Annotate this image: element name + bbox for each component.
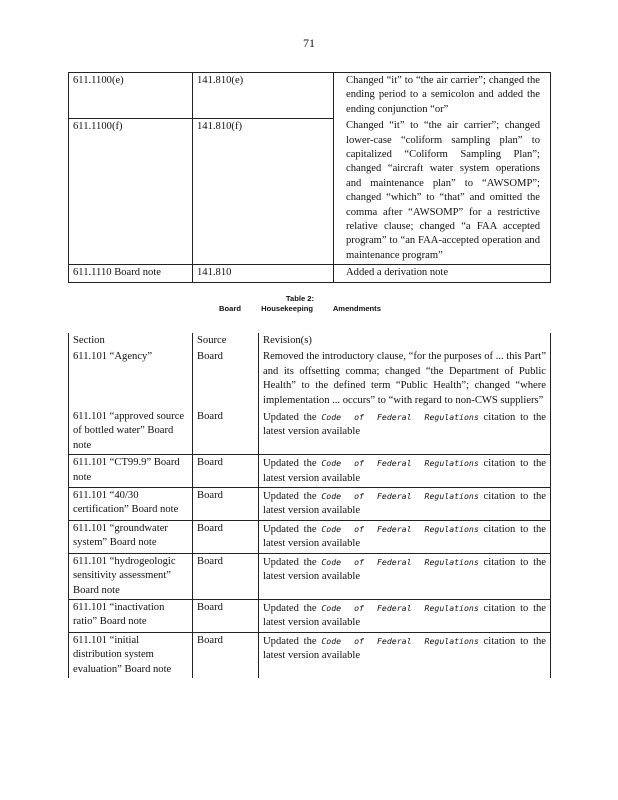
revision-cell	[259, 553, 551, 599]
section-cell: 611.1110 Board note	[69, 265, 193, 282]
cfr-title: Code of Federal Regulations	[321, 412, 479, 423]
section-cell: 611.101 “40/30 certification” Board note	[69, 488, 193, 521]
revision-cell	[259, 632, 551, 678]
table-row	[69, 455, 551, 488]
revision-post: citation to the latest version available	[263, 635, 547, 662]
revision-pre: Updated the	[263, 602, 317, 614]
revision-pre: Updated the	[263, 491, 317, 503]
section-cell: 611.101 “initial distribution system evaluation” Board note	[69, 632, 193, 678]
cfr-title: Code of Federal Regulations	[321, 602, 479, 613]
caption-subtitle: Board Housekeeping Amendments	[219, 304, 381, 313]
revision-text: Changed “it” to “the air carrier”; changed the ending period to a semicolon and added the ending conjunction “or”	[346, 75, 540, 115]
revision-cell	[334, 73, 551, 119]
revision-post: citation to the latest version available	[263, 491, 547, 517]
table-row	[69, 73, 551, 119]
source-cell: Board	[193, 455, 259, 488]
header-source: Source	[193, 333, 259, 349]
section-cell: 611.101 “Agency”	[69, 349, 193, 409]
revision-cell: Added a derivation note	[334, 265, 551, 282]
revision-pre: Updated the	[263, 458, 317, 470]
derivation-table-continued	[68, 72, 551, 283]
table-row	[69, 349, 551, 409]
revision-pre: Updated the	[263, 635, 317, 647]
table-row	[69, 520, 551, 553]
section-cell: 611.101 “groundwater system” Board note	[69, 520, 193, 553]
header-revision: Revision(s)	[259, 333, 551, 349]
table-row	[69, 599, 551, 632]
revision-cell	[334, 118, 551, 265]
section-cell: 611.101 “CT99.9” Board note	[69, 455, 193, 488]
housekeeping-amendments-table	[68, 333, 551, 678]
revision-post: citation to the latest version available	[263, 556, 547, 583]
revision-post: citation to the latest version available	[263, 523, 547, 550]
revision-cell	[259, 488, 551, 521]
revision-post: citation to the latest version available	[263, 412, 547, 438]
source-cell: Board	[193, 409, 259, 455]
table-row	[69, 409, 551, 455]
table-caption	[200, 294, 400, 314]
cfr-title: Code of Federal Regulations	[321, 635, 479, 646]
revision-cell	[259, 520, 551, 553]
revision-pre: Updated the	[263, 523, 317, 535]
revision-text: Changed “it” to “the air carrier”; changed lower-case “coliform sampling plan” to capitalized “Coliform Sampling Plan”; changed “aircraft water system operations and maintenance plan” to “AWSOMP”; changed “which” to “that” and omitted the comma after “AWSOMP” for a restrictive relative clause; changed “a FAA accepted program” to “an FAA-accepted operation and maintenance program”	[346, 120, 540, 261]
caption-title: Table 2:	[285, 294, 315, 303]
cfr-title: Code of Federal Regulations	[321, 458, 479, 469]
revision-pre: Updated the	[263, 412, 317, 424]
page-number: 71	[303, 36, 315, 50]
source-cell: Board	[193, 349, 259, 409]
source-cell: Board	[193, 632, 259, 678]
source-cell: Board	[193, 488, 259, 521]
table-row	[69, 488, 551, 521]
table-row	[69, 118, 551, 265]
cfr-title: Code of Federal Regulations	[321, 523, 479, 534]
revision-pre: Updated the	[263, 556, 317, 568]
revision-cell	[259, 599, 551, 632]
section-cell: 611.1100(f)	[69, 118, 193, 265]
revision-cell	[259, 409, 551, 455]
cfr-title: Code of Federal Regulations	[321, 491, 479, 502]
section-cell: 611.101 “approved source of bottled water” Board note	[69, 409, 193, 455]
table-row	[69, 265, 551, 282]
table-row	[69, 632, 551, 678]
source-cell: 141.810(f)	[193, 118, 334, 265]
table-row	[69, 553, 551, 599]
table-header-row	[69, 333, 551, 349]
source-cell: Board	[193, 520, 259, 553]
revision-cell: Removed the introductory clause, “for the purposes of ... this Part” and its offsetting comma; changed “the Department of Public Health” to the defined term “Public Health”; changed “where implementation ... occurs” to “with regard to non-CWS suppliers”	[259, 349, 551, 409]
revision-cell	[259, 455, 551, 488]
source-cell: 141.810	[193, 265, 334, 282]
section-cell: 611.101 “hydrogeologic sensitivity assessment” Board note	[69, 553, 193, 599]
revision-post: citation to the latest version available	[263, 458, 547, 484]
source-cell: Board	[193, 553, 259, 599]
cfr-title: Code of Federal Regulations	[321, 556, 479, 567]
revision-post: citation to the latest version available	[263, 602, 547, 629]
header-section: Section	[69, 333, 193, 349]
section-cell: 611.101 “inactivation ratio” Board note	[69, 599, 193, 632]
source-cell: 141.810(e)	[193, 73, 334, 119]
section-cell: 611.1100(e)	[69, 73, 193, 119]
source-cell: Board	[193, 599, 259, 632]
